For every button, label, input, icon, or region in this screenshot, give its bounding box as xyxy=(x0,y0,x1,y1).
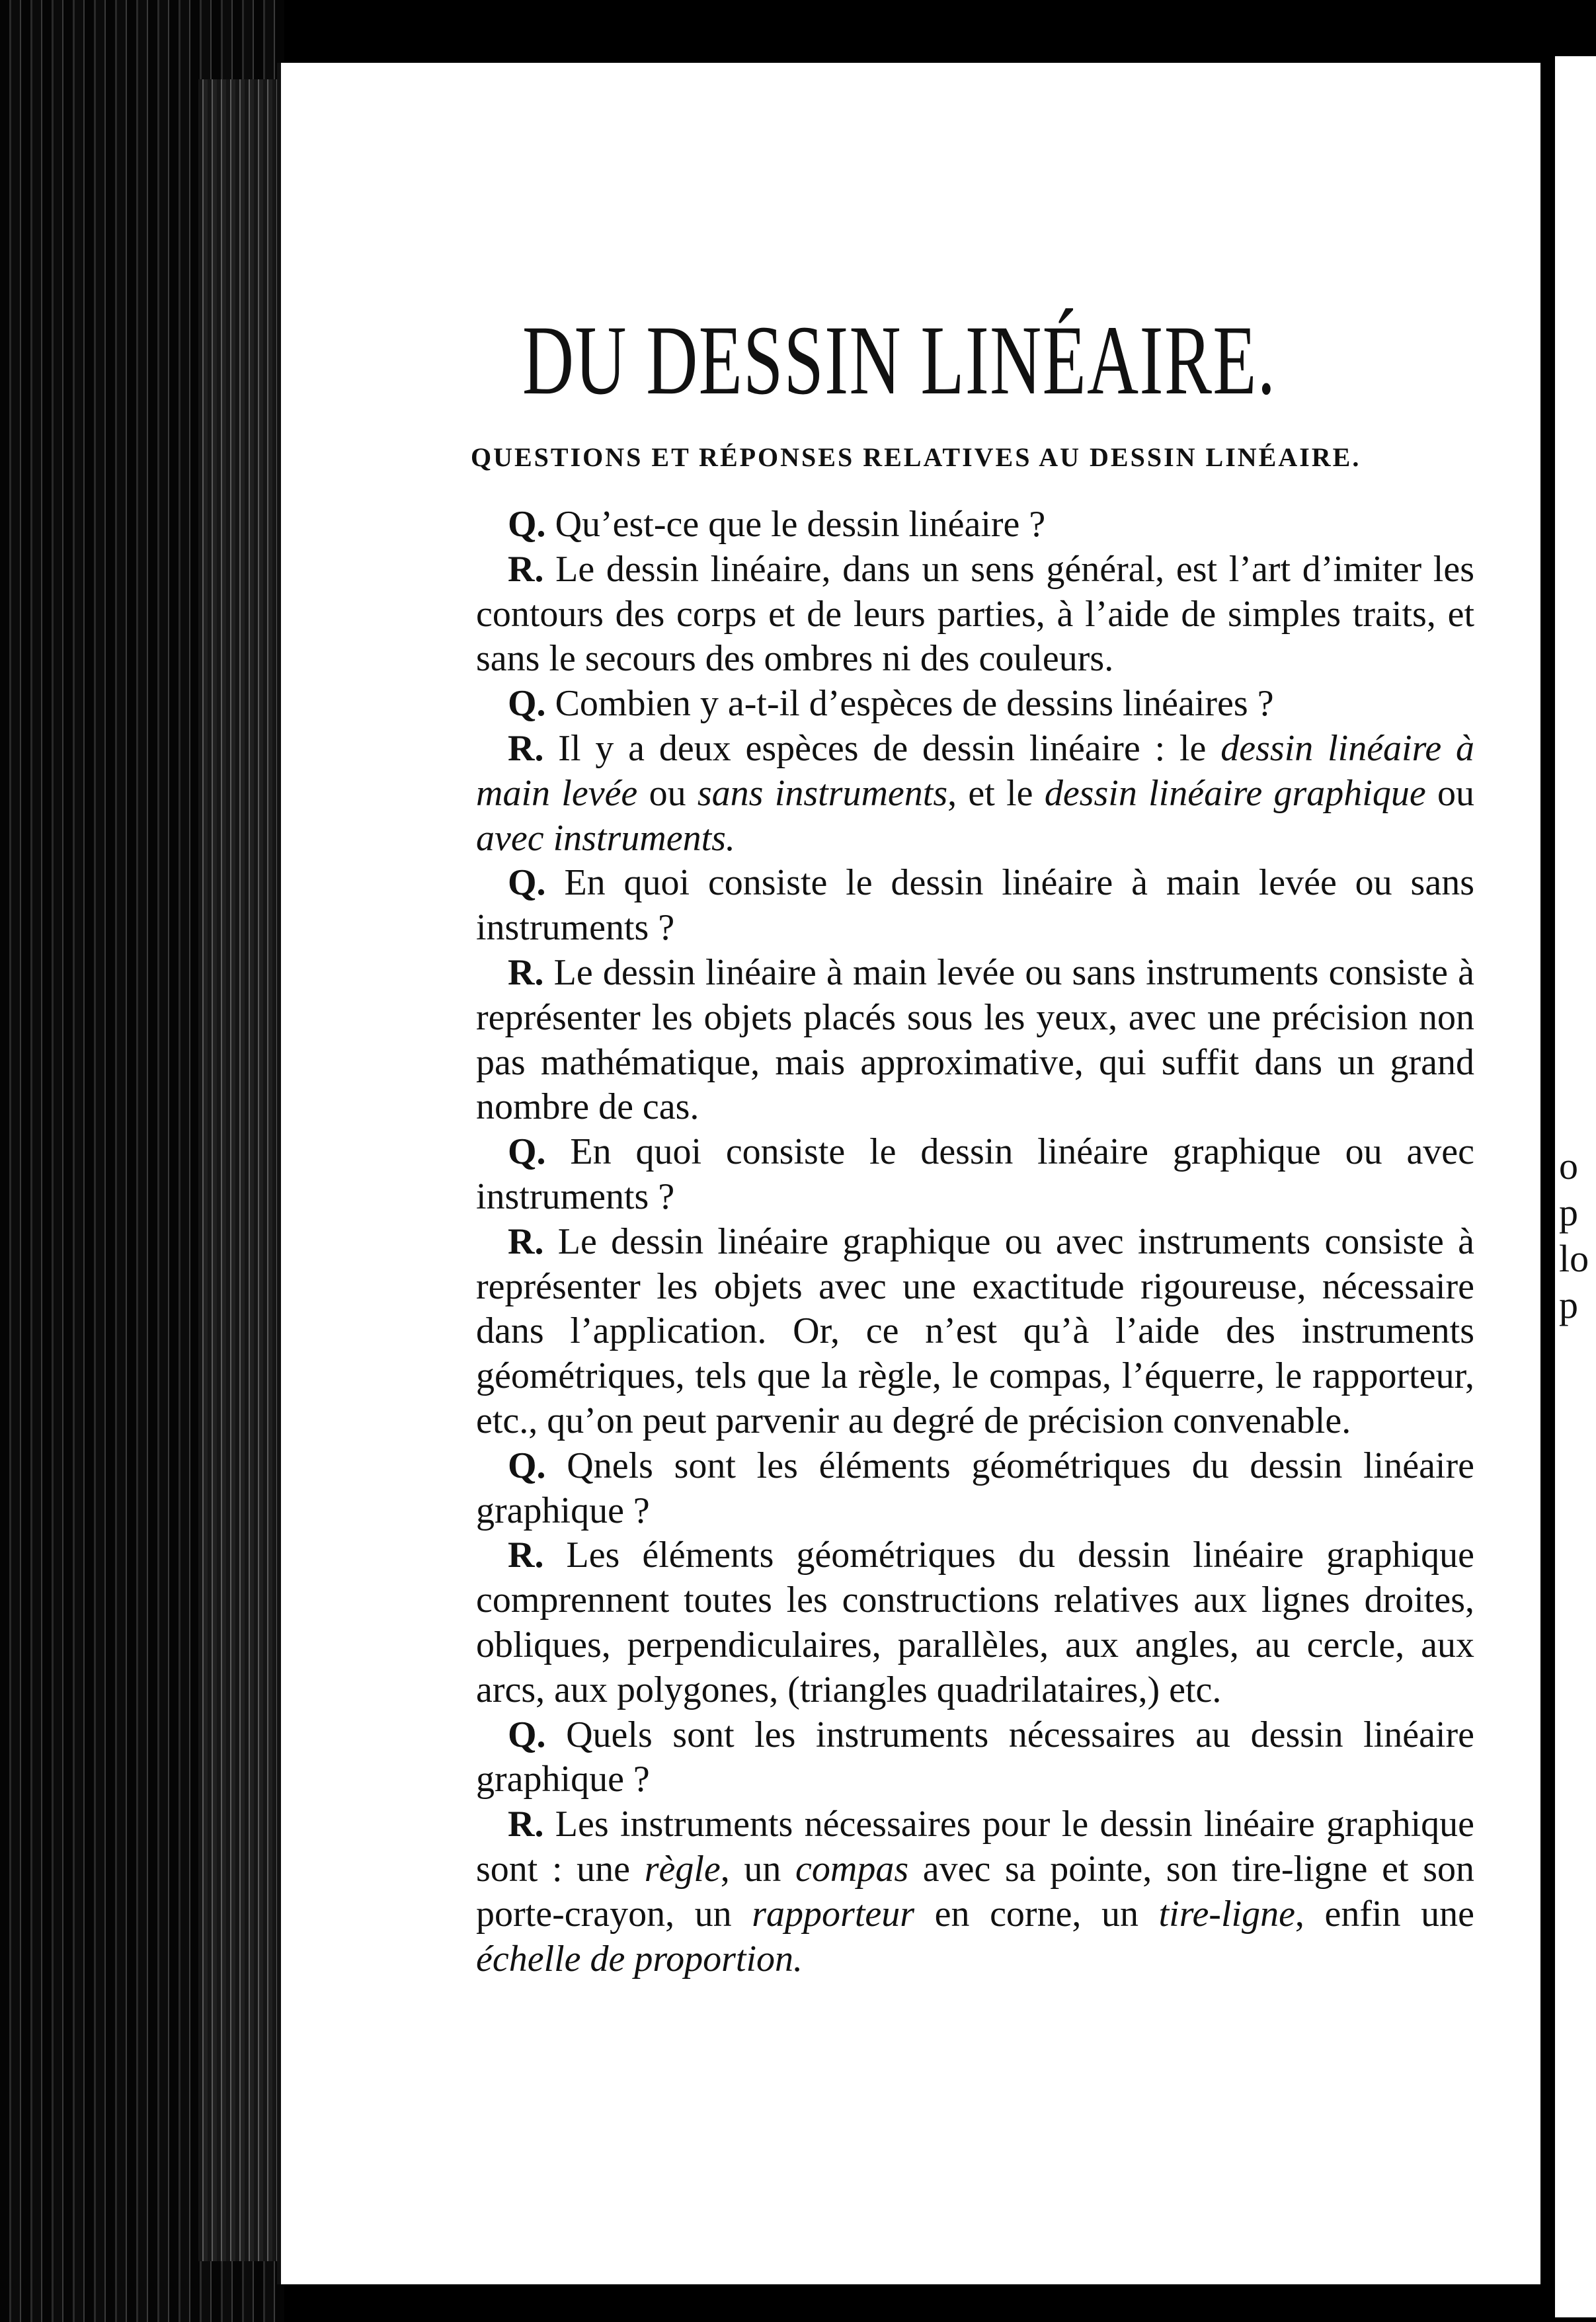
paragraph-text: , un xyxy=(720,1848,796,1890)
answer-label: R. xyxy=(508,548,544,590)
italic-term: dessin linéaire à main levée xyxy=(476,727,1475,814)
answer-label: R. xyxy=(508,1221,544,1262)
paragraph-text: en corne, un xyxy=(914,1893,1159,1935)
italic-term: échelle de proportion. xyxy=(476,1938,803,1980)
facing-page-fragment: p xyxy=(1559,1283,1578,1326)
answer-label: R. xyxy=(508,951,544,993)
qa-text-body xyxy=(476,502,1474,1982)
question-label: Q. xyxy=(508,504,546,545)
page-stack-edge xyxy=(198,79,284,2261)
paragraph-text: En quoi consiste le dessin linéaire graphique ou avec instruments ? xyxy=(476,1131,1475,1217)
paragraph-text: , enfin une xyxy=(1295,1893,1475,1935)
paragraph-text: ou xyxy=(637,772,698,814)
page-subtitle: QUESTIONS ET RÉPONSES RELATIVES AU DESSIN LINÉAIRE. xyxy=(471,442,1361,472)
question-label: Q. xyxy=(508,1131,546,1173)
italic-term: compas xyxy=(795,1848,909,1890)
answer-label: R. xyxy=(508,1804,544,1845)
answer-paragraph xyxy=(476,1533,1474,1712)
paragraph-text: Le dessin linéaire graphique ou avec instruments consiste à représenter les objets avec une exactitude rigoureuse, nécessaire dans l’application. Or, ce n’est qu’à l’aide des instruments géométriques, tels que la règle, le compas, l’équerre, le rapporteur, etc., qu’on peut parvenir au degré de précision convenable. xyxy=(476,1221,1475,1441)
answer-paragraph xyxy=(476,951,1474,1130)
question-paragraph xyxy=(476,1713,1474,1803)
paragraph-text: , et le xyxy=(947,772,1045,814)
facing-page-fragment: p xyxy=(1559,1191,1578,1234)
answer-paragraph xyxy=(476,1220,1474,1444)
italic-term: avec instruments. xyxy=(476,817,735,859)
italic-term: rapporteur xyxy=(752,1893,915,1935)
paragraph-text: Qnels sont les éléments géométriques du dessin linéaire graphique ? xyxy=(476,1445,1474,1531)
answer-paragraph xyxy=(476,1802,1474,1982)
facing-page-edge xyxy=(1555,56,1596,2317)
question-paragraph xyxy=(476,502,1474,547)
question-label: Q. xyxy=(508,1714,546,1755)
page-title: DU DESSIN LINÉAIRE. xyxy=(522,305,1277,415)
paragraph-text: Le dessin linéaire à main levée ou sans instruments consiste à représenter les objets placés sous les yeux, avec une précision non pas mathématique, mais approximative, qui suffit dans un grand nombre de cas. xyxy=(476,951,1474,1128)
question-label: Q. xyxy=(508,683,546,725)
paragraph-text: Les éléments géométriques du dessin linéaire graphique comprennent toutes les constructions relatives aux lignes droites, obliques, perpendiculaires, parallèles, aux angles, au cercle, aux arcs, aux polygones, (triangles quadrilataires,) etc. xyxy=(476,1535,1475,1710)
paragraph-text: Quels sont les instruments nécessaires au dessin linéaire graphique ? xyxy=(476,1714,1475,1800)
paragraph-text: Le dessin linéaire, dans un sens général, est l’art d’imiter les contours des corps et de leurs parties, à l’aide de simples traits, et sans le secours des ombres ni des couleurs. xyxy=(476,548,1475,680)
paragraph-text: En quoi consiste le dessin linéaire à main levée ou sans instruments ? xyxy=(476,862,1474,949)
paragraph-text: Combien y a-t-il d’espèces de dessins linéaires ? xyxy=(555,683,1274,725)
italic-term: sans instruments xyxy=(697,772,948,814)
paragraph-text: Qu’est-ce que le dessin linéaire ? xyxy=(555,504,1046,545)
question-label: Q. xyxy=(508,1445,546,1486)
paragraph-text: Il y a deux espèces de dessin linéaire : le xyxy=(558,727,1221,769)
answer-paragraph xyxy=(476,547,1474,682)
answer-label: R. xyxy=(508,727,544,769)
italic-term: tire-ligne xyxy=(1158,1893,1295,1935)
question-paragraph xyxy=(476,861,1474,951)
answer-paragraph xyxy=(476,727,1474,861)
question-label: Q. xyxy=(508,862,546,904)
paragraph-text: Les instruments nécessaires pour le dessin linéaire graphique sont : une xyxy=(476,1804,1474,1890)
question-paragraph xyxy=(476,682,1474,727)
question-paragraph xyxy=(476,1130,1474,1220)
paragraph-text: avec sa pointe, son tire-ligne et son porte-crayon, un xyxy=(476,1848,1475,1935)
paragraph-text: ou xyxy=(1425,772,1475,814)
facing-page-fragment: o xyxy=(1559,1144,1578,1187)
facing-page-fragment: lo xyxy=(1559,1237,1589,1280)
question-paragraph xyxy=(476,1444,1474,1534)
italic-term: dessin linéaire graphique xyxy=(1044,772,1426,814)
page-gutter xyxy=(1542,56,1555,2317)
answer-label: R. xyxy=(508,1535,544,1576)
italic-term: règle xyxy=(644,1848,721,1890)
